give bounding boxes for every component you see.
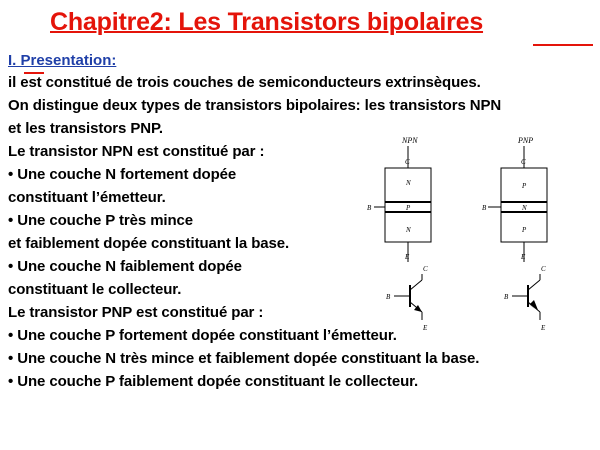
body-line-3: et les transistors PNP.: [8, 120, 163, 137]
npn-symbol-collector: C: [423, 265, 428, 273]
pnp-emitter-bottom: E: [521, 253, 526, 261]
npn-emitter-bottom: E: [405, 253, 410, 261]
npn-layer-base: P: [406, 204, 411, 212]
transistor-diagrams: [360, 134, 590, 334]
pnp-symbol: [504, 265, 546, 332]
pnp-layer-diagram: [482, 136, 547, 262]
npn-layer-emitter: N: [406, 226, 411, 234]
body-line-6: constituant l’émetteur.: [8, 189, 166, 206]
npn-label: NPN: [402, 136, 418, 145]
pnp-label: PNP: [518, 136, 534, 145]
pnp-symbol-base: B: [504, 293, 509, 301]
body-line-7: • Une couche P très mince: [8, 212, 194, 229]
body-line-4: Le transistor NPN est constitué par :: [8, 143, 265, 160]
body-line-10: constituant le collecteur.: [8, 281, 182, 298]
body-line-11: Le transistor PNP est constitué par :: [8, 304, 264, 321]
pnp-symbol-emitter: E: [541, 324, 546, 332]
npn-symbol-base: B: [386, 293, 391, 301]
pnp-symbol-collector: C: [541, 265, 546, 273]
pnp-layer-collector: P: [522, 182, 527, 190]
npn-layer-collector: N: [406, 179, 411, 187]
body-line-1: il est constitué de trois couches de semiconducteurs extrinsèques.: [8, 74, 481, 91]
body-line-9: • Une couche N faiblement dopée: [8, 258, 242, 275]
body-line-5: • Une couche N fortement dopée: [8, 166, 237, 183]
body-line-14: • Une couche P faiblement dopée constituant le collecteur.: [8, 373, 419, 390]
npn-symbol: [386, 265, 428, 332]
npn-base-left: B: [367, 204, 372, 212]
body-line-8: et faiblement dopée constituant la base.: [8, 235, 290, 252]
pnp-layer-emitter: P: [522, 226, 527, 234]
body-line-2: On distingue deux types de transistors bipolaires: les transistors NPN: [8, 97, 502, 114]
npn-symbol-emitter: E: [423, 324, 428, 332]
pnp-collector-top: C: [521, 158, 526, 166]
body-line-12: • Une couche P fortement dopée constituant l’émetteur.: [8, 327, 397, 344]
npn-layer-diagram: [367, 136, 431, 262]
chapter-title: Chapitre2: Les Transistors bipolaires: [50, 8, 484, 36]
section-heading: I. Presentation:: [8, 52, 117, 69]
title-underline-extension: [533, 44, 593, 46]
npn-collector-top: C: [405, 158, 410, 166]
body-line-13: • Une couche N très mince et faiblement dopée constituant la base.: [8, 350, 480, 367]
pnp-base-left: B: [482, 204, 487, 212]
pnp-layer-base: N: [522, 204, 527, 212]
